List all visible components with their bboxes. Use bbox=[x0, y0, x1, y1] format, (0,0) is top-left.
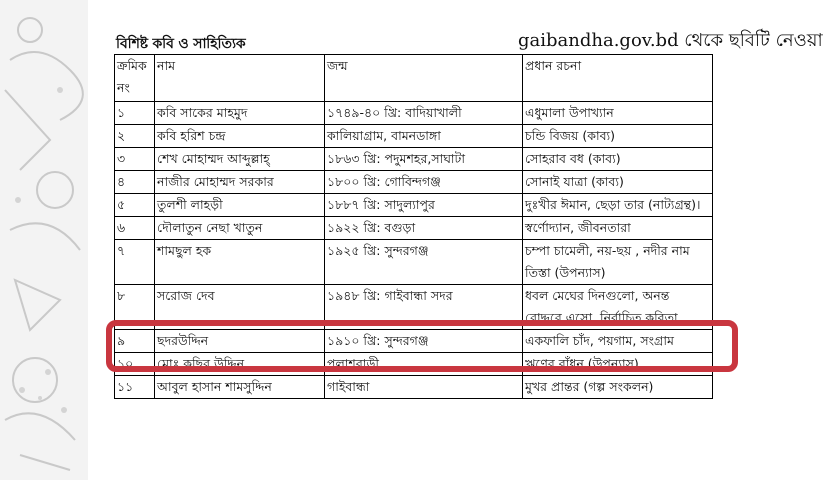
cell-serial: ৮ bbox=[115, 285, 155, 330]
cell-name: সরোজ দেব bbox=[155, 285, 325, 330]
cell-birth: ১৮৬৩ খ্রি: পদুমশহর,সাঘাটা bbox=[325, 148, 523, 171]
cell-name: কবি হরিশ চন্দ্র bbox=[155, 125, 325, 148]
cell-birth: ১৯৪৮ খ্রি: গাইবান্ধা সদর bbox=[325, 285, 523, 330]
cell-name: তুলশী লাহড়ী bbox=[155, 194, 325, 217]
decorative-side-pattern bbox=[0, 0, 88, 480]
cell-birth: ১৭৪৯-৪০ খ্রি: বাদিয়াখালী bbox=[325, 102, 523, 125]
cell-works: ঋণের বাঁধন (উপন্যাস) bbox=[523, 353, 713, 376]
cell-works: চম্পা চামেলী, নয়-ছয় , নদীর নাম তিস্তা (উপন্যাস) bbox=[523, 240, 713, 285]
cell-birth: ১৮০০ খ্রি: গোবিন্দগঞ্জ bbox=[325, 171, 523, 194]
header-name: নাম bbox=[155, 55, 325, 102]
table-row bbox=[115, 102, 713, 125]
cell-serial: ৪ bbox=[115, 171, 155, 194]
cell-works: দুঃখীর ঈমান, ছেড়া তার (নাট্যগ্রন্থ)। bbox=[523, 194, 713, 217]
table-row bbox=[115, 217, 713, 240]
cell-serial: ১১ bbox=[115, 376, 155, 399]
cell-name: কবি সাকের মাহমুদ bbox=[155, 102, 325, 125]
cell-name: দৌলাতুন নেছা খাতুন bbox=[155, 217, 325, 240]
cell-works: এধুমালা উপাখ্যান bbox=[523, 102, 713, 125]
table-row bbox=[115, 148, 713, 171]
cell-works: মুখর প্রান্তর (গল্প সংকলন) bbox=[523, 376, 713, 399]
cell-serial: ৭ bbox=[115, 240, 155, 285]
poets-table bbox=[114, 54, 713, 399]
cell-serial: ১ bbox=[115, 102, 155, 125]
cell-birth: ১৮৮৭ খ্রি: সাদুল্যাপুর bbox=[325, 194, 523, 217]
cell-birth: ১৯১০ খ্রি: সুন্দরগঞ্জ bbox=[325, 330, 523, 353]
source-note: gaibandha.gov.bd থেকে ছবিটি নেওয়া bbox=[518, 30, 823, 51]
cell-birth: গাইবান্ধা bbox=[325, 376, 523, 399]
table-row bbox=[115, 194, 713, 217]
cell-serial: ৯ bbox=[115, 330, 155, 353]
cell-birth: ১৯২২ খ্রি: বগুড়া bbox=[325, 217, 523, 240]
cell-name: নাজীর মোহাম্মদ সরকার bbox=[155, 171, 325, 194]
cell-birth: কালিয়াগ্রাম, বামনডাঙ্গা bbox=[325, 125, 523, 148]
cell-works: স্বর্ণোদ্যান, জীবনতারা bbox=[523, 217, 713, 240]
cell-name: শামছুল হক bbox=[155, 240, 325, 285]
cell-birth: ১৯২৫ খ্রি: সুন্দরগঞ্জ bbox=[325, 240, 523, 285]
cell-name: শেখ মোহাম্মদ আব্দুল্লাহ্ bbox=[155, 148, 325, 171]
cell-name: আবুল হাসান শামসুদ্দিন bbox=[155, 376, 325, 399]
cell-name: ছদরউদ্দিন bbox=[155, 330, 325, 353]
table-row bbox=[115, 171, 713, 194]
cell-works: সোনাই যাত্রা (কাব্য) bbox=[523, 171, 713, 194]
cell-serial: ৬ bbox=[115, 217, 155, 240]
header-works: প্রধান রচনা bbox=[523, 55, 713, 102]
cell-works: সোহরাব বধ (কাব্য) bbox=[523, 148, 713, 171]
cell-works: চন্ডি বিজয় (কাব্য) bbox=[523, 125, 713, 148]
cell-birth: পলাশবাড়ী bbox=[325, 353, 523, 376]
table-row-highlighted bbox=[115, 285, 713, 330]
header-birth: জন্ম bbox=[325, 55, 523, 102]
table-row bbox=[115, 240, 713, 285]
cell-serial: ৩ bbox=[115, 148, 155, 171]
cell-works: ধবল মেঘের দিনগুলো, অনন্ত রোদ্দুরে এসো. নির্বাচিত কবিতা bbox=[523, 285, 713, 330]
cell-serial: ১০ bbox=[115, 353, 155, 376]
table-row bbox=[115, 376, 713, 399]
cell-name: মোঃ কছির উদ্দিন bbox=[155, 353, 325, 376]
cell-works: একফালি চাঁদ, পয়গাম, সংগ্রাম bbox=[523, 330, 713, 353]
page-heading: বিশিষ্ট কবি ও সাহিত্যিক bbox=[116, 36, 246, 52]
table-row bbox=[115, 125, 713, 148]
cell-serial: ২ bbox=[115, 125, 155, 148]
table-row bbox=[115, 353, 713, 376]
table-header-row bbox=[115, 55, 713, 102]
ornament-graphic bbox=[0, 0, 88, 480]
cell-serial: ৫ bbox=[115, 194, 155, 217]
table-row bbox=[115, 330, 713, 353]
header-serial: ক্রমিক নং bbox=[115, 55, 155, 102]
